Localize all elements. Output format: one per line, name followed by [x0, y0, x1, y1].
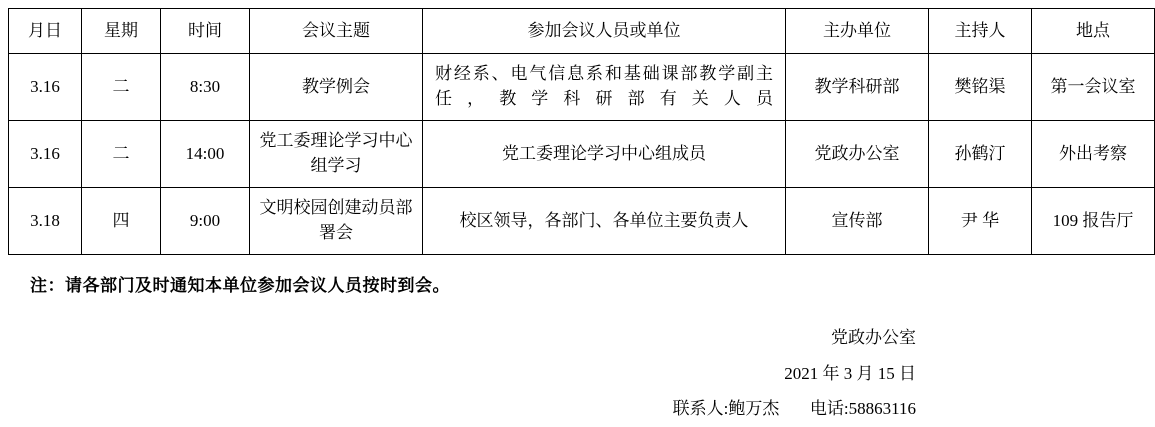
- table-row: [9, 121, 1155, 188]
- column-header-attendees: 参加会议人员或单位: [423, 9, 786, 54]
- cell-organizer: 教学科研部: [786, 54, 929, 121]
- cell-place: 外出考察: [1032, 121, 1155, 188]
- table-body: [9, 54, 1155, 255]
- signature-block: [8, 320, 1026, 427]
- cell-organizer: 宣传部: [786, 188, 929, 255]
- column-header-organizer: 主办单位: [786, 9, 929, 54]
- cell-attendees: 财经系、电气信息系和基础课部教学副主任，教学科研部有关人员: [423, 54, 786, 121]
- cell-time: 14:00: [161, 121, 250, 188]
- cell-chair: 樊铭渠: [929, 54, 1032, 121]
- cell-organizer: 党政办公室: [786, 121, 929, 188]
- table-header: [9, 9, 1155, 54]
- cell-chair: 尹 华: [929, 188, 1032, 255]
- cell-place: 109 报告厅: [1032, 188, 1155, 255]
- cell-attendees: 校区领导，各部门、各单位主要负责人: [423, 188, 786, 255]
- contact-person: 联系人:鲍万杰: [672, 399, 780, 419]
- column-header-topic: 会议主题: [250, 9, 423, 54]
- contact-phone: 电话:58863116: [809, 399, 916, 419]
- cell-topic: 教学例会: [250, 54, 423, 121]
- table-row: [9, 188, 1155, 255]
- cell-place: 第一会议室: [1032, 54, 1155, 121]
- cell-date: 3.16: [9, 121, 82, 188]
- table-row: [9, 54, 1155, 121]
- cell-date: 3.18: [9, 188, 82, 255]
- column-header-date: 月日: [9, 9, 82, 54]
- cell-attendees: 党工委理论学习中心组成员: [423, 121, 786, 188]
- cell-chair: 孙鹤汀: [929, 121, 1032, 188]
- column-header-chair: 主持人: [929, 9, 1032, 54]
- cell-date: 3.16: [9, 54, 82, 121]
- footer-note: 注：请各部门及时通知本单位参加会议人员按时到会。: [30, 276, 450, 295]
- signature-contact: [8, 391, 916, 427]
- meeting-schedule-table: [8, 8, 1155, 255]
- column-header-weekday: 星期: [82, 9, 161, 54]
- signature-date: 2021 年 3 月 15 日: [784, 363, 916, 383]
- cell-weekday: 二: [82, 54, 161, 121]
- cell-weekday: 二: [82, 121, 161, 188]
- signature-department: 党政办公室: [831, 328, 916, 347]
- cell-time: 9:00: [161, 188, 250, 255]
- cell-time: 8:30: [161, 54, 250, 121]
- cell-topic: 文明校园创建动员部署会: [250, 188, 423, 255]
- table-header-row: [9, 9, 1155, 54]
- cell-topic: 党工委理论学习中心组学习: [250, 121, 423, 188]
- column-header-time: 时间: [161, 9, 250, 54]
- cell-weekday: 四: [82, 188, 161, 255]
- column-header-place: 地点: [1032, 9, 1155, 54]
